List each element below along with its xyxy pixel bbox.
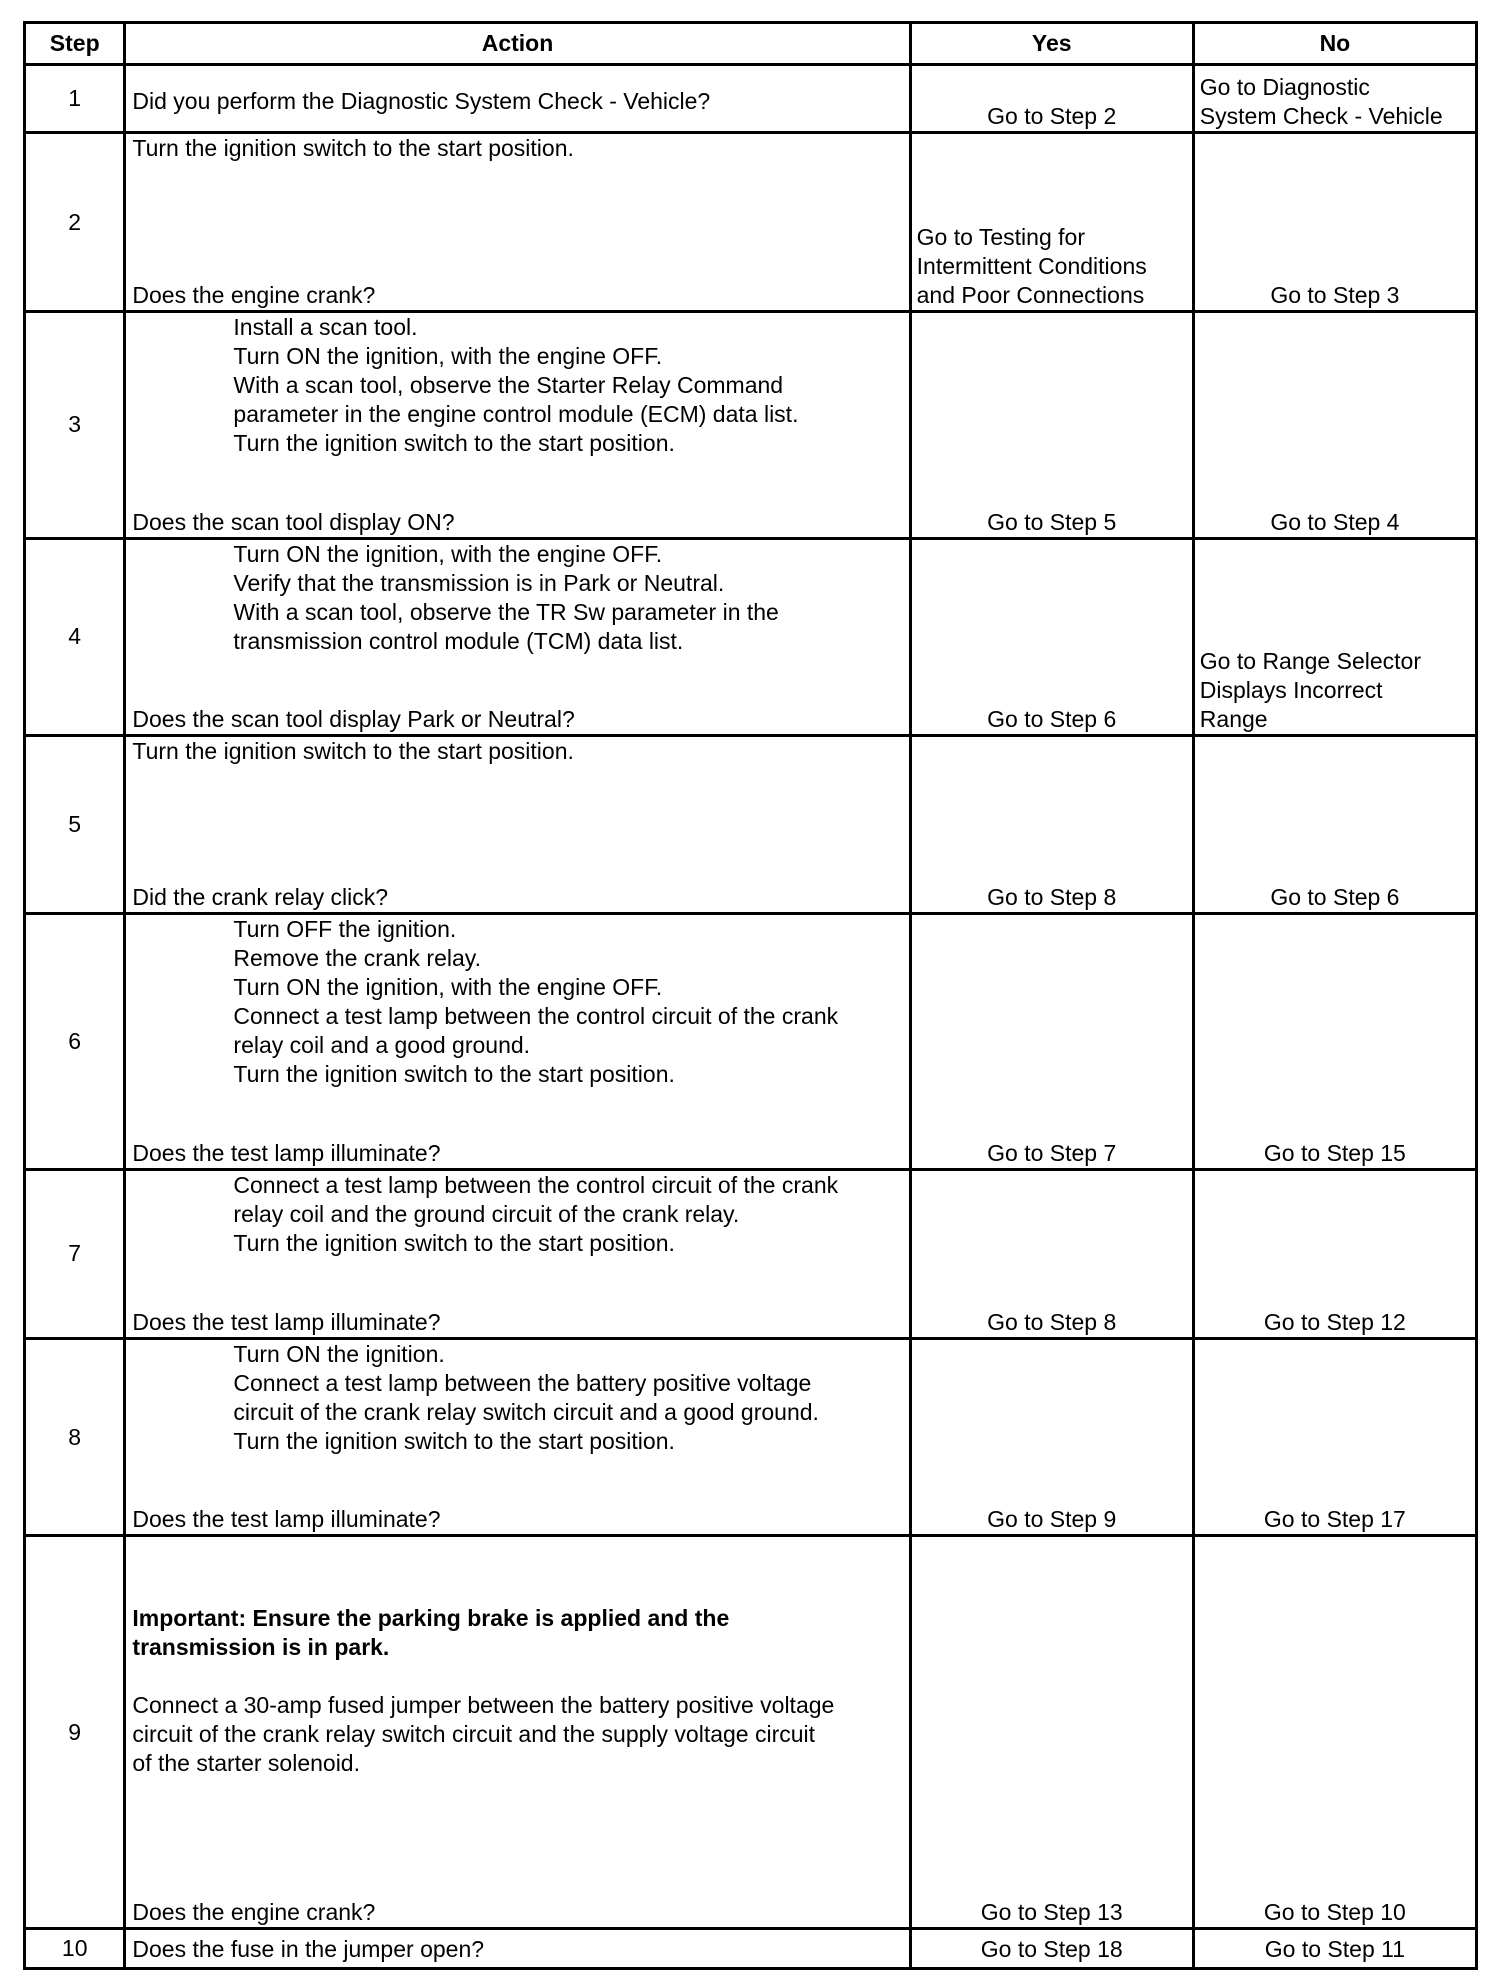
yes-cell <box>910 1170 1193 1339</box>
action-step: Connect a test lamp between the battery positive voltage <box>233 1369 812 1396</box>
table-row <box>25 1170 1477 1339</box>
table-row <box>25 1338 1477 1536</box>
action-cell <box>125 1928 910 1968</box>
yes-cell <box>910 133 1193 312</box>
action-step: Turn the ignition switch to the start position. <box>233 1427 675 1454</box>
action-question: Does the fuse in the jumper open? <box>132 1936 485 1962</box>
yes-result-line: Go to Testing for <box>916 224 1085 251</box>
action-step: Turn OFF the ignition. <box>233 916 457 943</box>
action-step: Verify that the transmission is in Park or Neutral. <box>233 569 725 596</box>
action-step: With a scan tool, observe the TR Sw parameter in the <box>233 598 779 625</box>
yes-result: Go to Step 2 <box>987 103 1117 130</box>
no-result-line: Go to Diagnostic <box>1199 74 1370 101</box>
action-question: Does the engine crank? <box>132 282 376 309</box>
action-step: Turn ON the ignition, with the engine OFF. <box>233 974 663 1001</box>
no-result: Go to Step 4 <box>1270 508 1400 535</box>
header-action: Action <box>125 23 910 65</box>
table-row <box>25 312 1477 539</box>
action-step: Install a scan tool. <box>233 314 418 341</box>
important-note-line: Important: Ensure the parking brake is applied and the <box>132 1605 730 1632</box>
action-step: Remove the crank relay. <box>233 945 481 972</box>
no-result: Go to Step 3 <box>1270 282 1400 309</box>
no-cell <box>1193 1170 1476 1339</box>
table-row <box>25 538 1477 735</box>
action-step: parameter in the engine control module (ECM) data list. <box>233 401 799 428</box>
yes-result: Go to Step 8 <box>987 884 1117 911</box>
action-question: Does the test lamp illuminate? <box>132 1506 441 1533</box>
no-result-line: Range <box>1199 705 1268 732</box>
action-cell <box>125 312 910 539</box>
header-row <box>25 23 1477 65</box>
yes-result: Go to Step 5 <box>987 508 1117 535</box>
no-cell <box>1193 538 1476 735</box>
yes-cell <box>910 312 1193 539</box>
action-cell <box>125 1170 910 1339</box>
table-row <box>25 914 1477 1170</box>
no-result-line: System Check - Vehicle <box>1199 103 1443 130</box>
yes-cell <box>910 914 1193 1170</box>
no-result-line: Go to Range Selector <box>1199 647 1421 674</box>
step-number: 2 <box>25 133 125 312</box>
action-step: Turn the ignition switch to the start position. <box>233 430 675 457</box>
yes-cell <box>910 1338 1193 1536</box>
table-row <box>25 1928 1477 1968</box>
no-result: Go to Step 12 <box>1263 1308 1406 1335</box>
action-question: Does the engine crank? <box>132 1898 376 1925</box>
no-cell <box>1193 735 1476 914</box>
action-question: Did you perform the Diagnostic System Check - Vehicle? <box>132 88 711 115</box>
action-cell <box>125 65 910 133</box>
table-row <box>25 133 1477 312</box>
step-number: 4 <box>25 538 125 735</box>
yes-cell <box>910 65 1193 133</box>
action-step: Turn ON the ignition, with the engine OFF. <box>233 343 663 370</box>
no-cell <box>1193 312 1476 539</box>
action-text: Turn the ignition switch to the start position. <box>132 135 574 162</box>
action-step: Turn the ignition switch to the start position. <box>233 1230 675 1257</box>
yes-result-line: and Poor Connections <box>916 282 1145 309</box>
no-cell <box>1193 65 1476 133</box>
header-no: No <box>1193 23 1476 65</box>
yes-result-line: Intermittent Conditions <box>916 253 1147 280</box>
action-question: Does the scan tool display ON? <box>132 508 455 535</box>
no-cell <box>1193 1928 1476 1968</box>
action-step: circuit of the crank relay switch circuit and a good ground. <box>233 1398 819 1425</box>
action-step: Connect a test lamp between the control circuit of the crank <box>233 1003 839 1030</box>
header-step: Step <box>25 23 125 65</box>
action-step: circuit of the crank relay switch circuit and the supply voltage circuit <box>132 1721 816 1748</box>
yes-cell <box>910 538 1193 735</box>
step-number: 9 <box>25 1536 125 1928</box>
action-question: Did the crank relay click? <box>132 884 389 911</box>
no-result: Go to Step 10 <box>1263 1898 1406 1925</box>
step-number: 6 <box>25 914 125 1170</box>
step-number: 7 <box>25 1170 125 1339</box>
yes-cell <box>910 1928 1193 1968</box>
no-result: Go to Step 11 <box>1264 1936 1406 1962</box>
header-yes: Yes <box>910 23 1193 65</box>
yes-result: Go to Step 6 <box>987 705 1117 732</box>
action-step: Connect a test lamp between the control circuit of the crank <box>233 1172 839 1199</box>
action-question: Does the test lamp illuminate? <box>132 1140 441 1167</box>
important-note-line: transmission is in park. <box>132 1634 390 1661</box>
yes-result: Go to Step 13 <box>980 1898 1123 1925</box>
action-step: Turn ON the ignition, with the engine OFF. <box>233 540 663 567</box>
action-cell <box>125 914 910 1170</box>
action-step: Turn ON the ignition. <box>233 1340 445 1367</box>
action-question: Does the scan tool display Park or Neutral? <box>132 705 575 732</box>
yes-result: Go to Step 8 <box>987 1308 1117 1335</box>
table-row <box>25 1536 1477 1928</box>
action-step: of the starter solenoid. <box>132 1750 360 1777</box>
no-result: Go to Step 17 <box>1263 1506 1406 1533</box>
no-cell <box>1193 914 1476 1170</box>
no-cell <box>1193 1536 1476 1928</box>
action-step: relay coil and a good ground. <box>233 1032 531 1059</box>
action-cell <box>125 1536 910 1928</box>
yes-result: Go to Step 18 <box>980 1936 1123 1962</box>
yes-result: Go to Step 7 <box>987 1140 1117 1167</box>
yes-cell <box>910 1536 1193 1928</box>
step-number: 3 <box>25 312 125 539</box>
action-cell <box>125 735 910 914</box>
action-cell <box>125 133 910 312</box>
action-cell <box>125 1338 910 1536</box>
table-row <box>25 65 1477 133</box>
diagnostic-table <box>23 21 1478 1970</box>
action-text: Turn the ignition switch to the start position. <box>132 737 574 764</box>
action-question: Does the test lamp illuminate? <box>132 1308 441 1335</box>
step-number: 8 <box>25 1338 125 1536</box>
action-step: Turn the ignition switch to the start position. <box>233 1061 675 1088</box>
yes-result: Go to Step 9 <box>987 1506 1117 1533</box>
no-cell <box>1193 133 1476 312</box>
no-result-line: Displays Incorrect <box>1199 676 1383 703</box>
action-step: With a scan tool, observe the Starter Relay Command <box>233 372 784 399</box>
step-number: 5 <box>25 735 125 914</box>
no-result: Go to Step 15 <box>1263 1140 1406 1167</box>
step-number: 1 <box>25 65 125 133</box>
table-row <box>25 735 1477 914</box>
step-number: 10 <box>25 1928 125 1968</box>
no-cell <box>1193 1338 1476 1536</box>
action-step: relay coil and the ground circuit of the crank relay. <box>233 1201 740 1228</box>
action-cell <box>125 538 910 735</box>
action-step: transmission control module (TCM) data list. <box>233 627 684 654</box>
yes-cell <box>910 735 1193 914</box>
action-step: Connect a 30-amp fused jumper between the battery positive voltage <box>132 1692 835 1719</box>
no-result: Go to Step 6 <box>1270 884 1400 911</box>
